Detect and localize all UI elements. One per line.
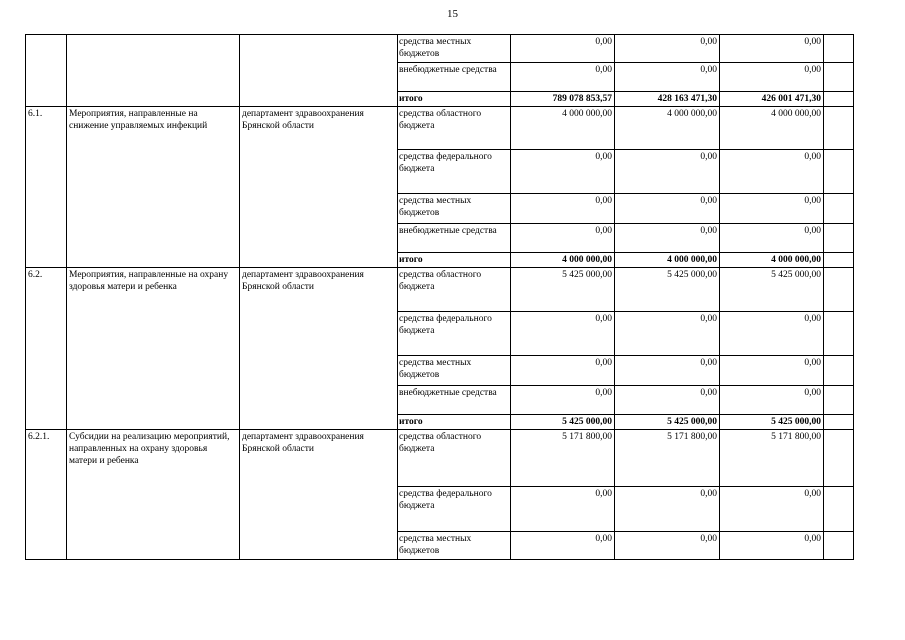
amount-cell: 0,00 [615,35,720,63]
funding-source-cell: внебюджетные средства [398,224,511,253]
amount-cell: 4 000 000,00 [720,107,824,150]
amount-cell: 0,00 [511,194,615,224]
amount-cell: 0,00 [511,356,615,386]
item-number-cell: 6.2.1. [26,430,67,560]
amount-cell: 5 425 000,00 [720,415,824,430]
empty-cell [824,430,854,487]
amount-cell: 5 425 000,00 [511,268,615,312]
item-name-cell: Мероприятия, направленные на охрану здоровья матери и ребенка [67,268,240,430]
amount-cell: 4 000 000,00 [615,253,720,268]
amount-cell: 0,00 [511,386,615,415]
amount-cell: 5 425 000,00 [720,268,824,312]
amount-cell: 789 078 853,57 [511,92,615,107]
funding-source-cell: средства областного бюджета [398,430,511,487]
table-row [26,107,854,150]
amount-cell: 0,00 [720,312,824,356]
amount-cell: 0,00 [720,150,824,194]
amount-cell: 0,00 [615,63,720,92]
funding-source-cell: средства федерального бюджета [398,150,511,194]
funding-source-cell: итого [398,415,511,430]
funding-source-cell: итого [398,253,511,268]
empty-cell [824,532,854,560]
amount-cell: 0,00 [615,487,720,532]
empty-cell [824,224,854,253]
budget-table [25,34,854,560]
empty-cell [824,92,854,107]
funding-source-cell: средства федерального бюджета [398,487,511,532]
empty-cell [824,268,854,312]
page-number: 15 [447,8,458,20]
executor-cell: департамент здравоохранения Брянской области [240,268,398,430]
empty-cell [824,487,854,532]
empty-cell [824,63,854,92]
empty-cell [824,253,854,268]
amount-cell: 0,00 [615,386,720,415]
amount-cell: 5 425 000,00 [615,415,720,430]
amount-cell: 0,00 [511,312,615,356]
amount-cell: 0,00 [720,532,824,560]
amount-cell: 426 001 471,30 [720,92,824,107]
funding-source-cell: внебюджетные средства [398,63,511,92]
amount-cell: 0,00 [511,63,615,92]
empty-cell [824,107,854,150]
amount-cell: 0,00 [511,532,615,560]
item-name-cell [67,35,240,107]
item-number-cell: 6.2. [26,268,67,430]
amount-cell: 0,00 [615,150,720,194]
funding-source-cell: средства областного бюджета [398,107,511,150]
funding-source-cell: средства областного бюджета [398,268,511,312]
amount-cell: 0,00 [615,224,720,253]
amount-cell: 0,00 [720,386,824,415]
empty-cell [824,35,854,63]
amount-cell: 0,00 [511,224,615,253]
empty-cell [824,312,854,356]
empty-cell [824,150,854,194]
funding-source-cell: итого [398,92,511,107]
amount-cell: 0,00 [615,356,720,386]
table-row [26,430,854,487]
amount-cell: 0,00 [720,224,824,253]
amount-cell: 0,00 [615,532,720,560]
table-row [26,268,854,312]
amount-cell: 0,00 [720,35,824,63]
empty-cell [824,194,854,224]
funding-source-cell: средства федерального бюджета [398,312,511,356]
amount-cell: 4 000 000,00 [511,107,615,150]
funding-source-cell: средства местных бюджетов [398,35,511,63]
amount-cell: 0,00 [720,356,824,386]
amount-cell: 0,00 [615,312,720,356]
amount-cell: 0,00 [720,63,824,92]
executor-cell [240,35,398,107]
empty-cell [824,386,854,415]
funding-source-cell: средства местных бюджетов [398,532,511,560]
amount-cell: 428 163 471,30 [615,92,720,107]
amount-cell: 4 000 000,00 [615,107,720,150]
executor-cell: департамент здравоохранения Брянской области [240,430,398,560]
item-name-cell: Субсидии на реализацию мероприятий, направленных на охрану здоровья матери и ребенка [67,430,240,560]
amount-cell: 5 171 800,00 [511,430,615,487]
empty-cell [824,415,854,430]
funding-source-cell: средства местных бюджетов [398,356,511,386]
amount-cell: 0,00 [511,487,615,532]
amount-cell: 5 425 000,00 [511,415,615,430]
executor-cell: департамент здравоохранения Брянской области [240,107,398,268]
amount-cell: 5 171 800,00 [720,430,824,487]
amount-cell: 0,00 [615,194,720,224]
item-name-cell: Мероприятия, направленные на снижение управляемых инфекций [67,107,240,268]
amount-cell: 4 000 000,00 [511,253,615,268]
amount-cell: 0,00 [720,194,824,224]
item-number-cell: 6.1. [26,107,67,268]
item-number-cell [26,35,67,107]
empty-cell [824,356,854,386]
table-row [26,35,854,63]
funding-source-cell: внебюджетные средства [398,386,511,415]
funding-source-cell: средства местных бюджетов [398,194,511,224]
amount-cell: 0,00 [511,150,615,194]
amount-cell: 4 000 000,00 [720,253,824,268]
amount-cell: 5 425 000,00 [615,268,720,312]
amount-cell: 5 171 800,00 [615,430,720,487]
amount-cell: 0,00 [720,487,824,532]
amount-cell: 0,00 [511,35,615,63]
